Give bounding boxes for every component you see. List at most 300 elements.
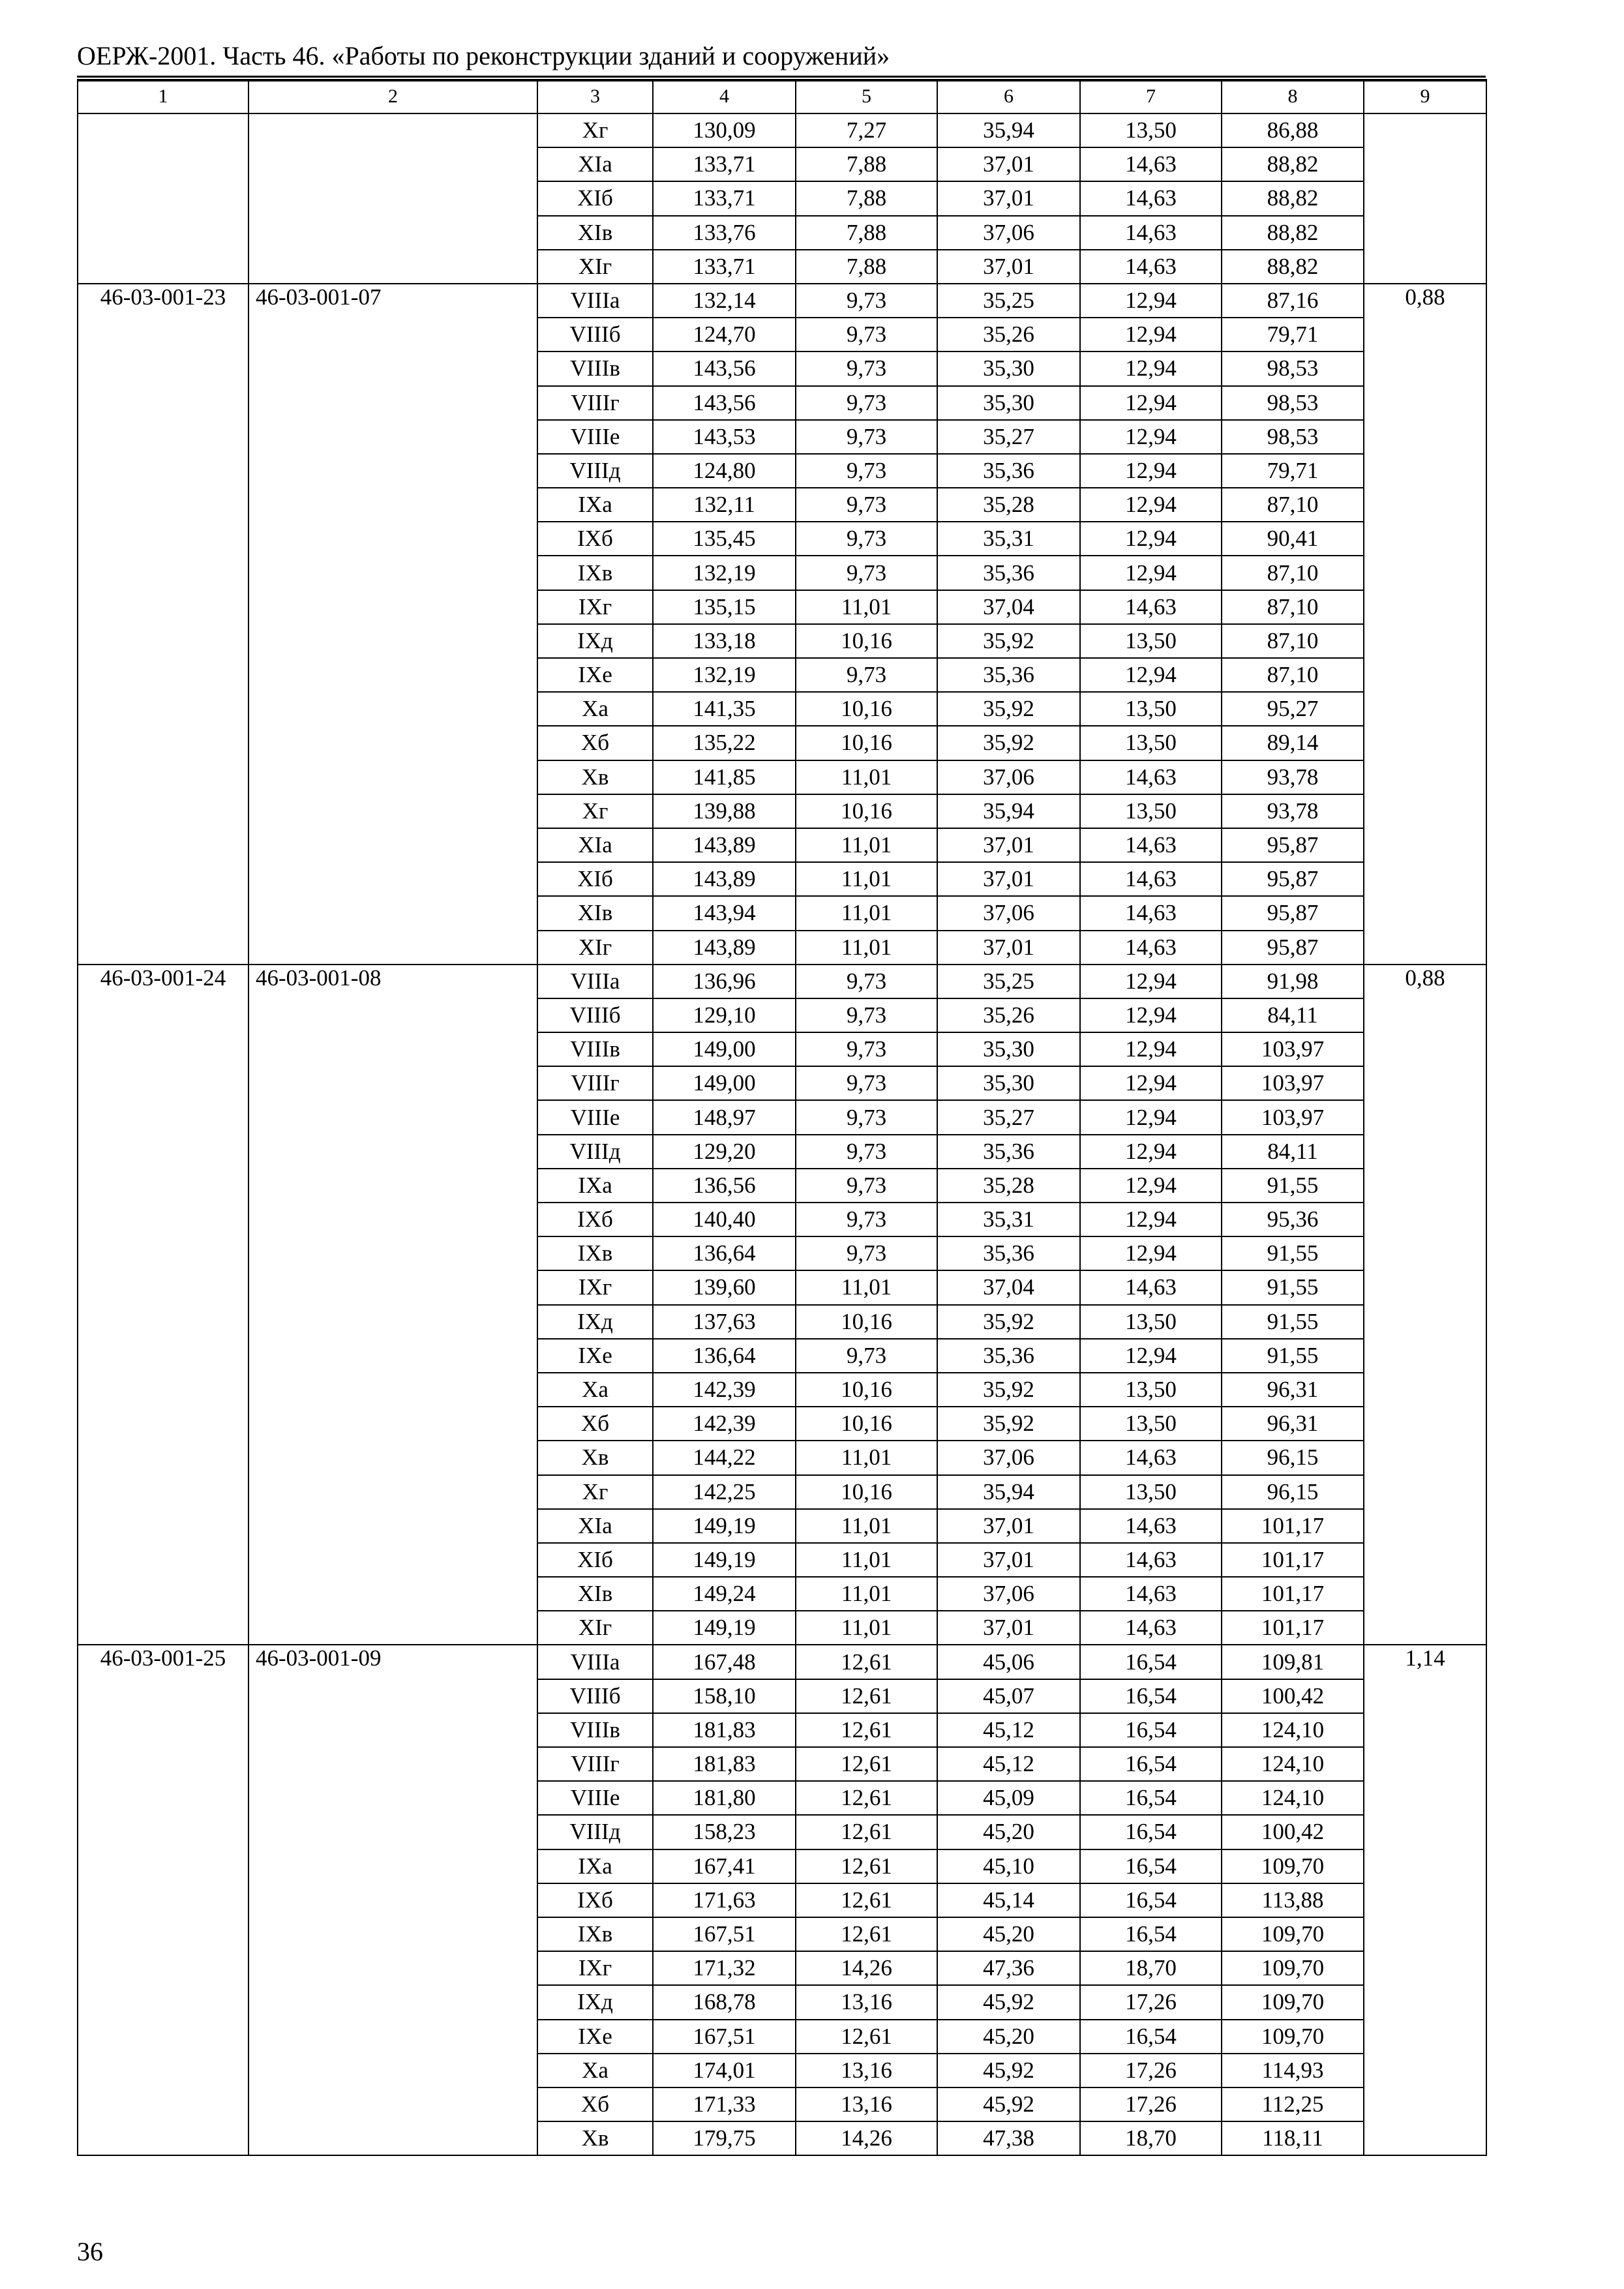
value-cell: 16,54 [1080,1747,1222,1781]
table-row [78,1645,1486,1679]
category-cell: VIIIб [537,1679,653,1713]
value-cell: 181,83 [653,1713,796,1747]
value-cell: 12,94 [1080,1032,1222,1066]
value-cell: 13,50 [1080,1475,1222,1509]
value-cell: 86,88 [1222,113,1364,147]
category-cell: VIIIа [537,1645,653,1679]
value-cell: 37,01 [937,931,1080,965]
value-cell: 10,16 [796,1475,937,1509]
category-cell: VIIIе [537,1100,653,1134]
value-cell: 132,14 [653,284,796,318]
value-cell: 35,92 [937,624,1080,658]
value-cell: 35,92 [937,1305,1080,1339]
category-cell: VIIIв [537,1032,653,1066]
value-cell: 12,61 [796,1815,937,1849]
value-cell: 109,70 [1222,1951,1364,1985]
value-cell: 133,18 [653,624,796,658]
value-cell: 16,54 [1080,1917,1222,1951]
value-cell: 129,10 [653,998,796,1032]
value-cell: 98,53 [1222,386,1364,420]
value-cell: 37,01 [937,181,1080,215]
value-cell: 12,94 [1080,998,1222,1032]
value-cell: 91,55 [1222,1236,1364,1270]
value-cell: 12,61 [796,1781,937,1815]
value-cell: 13,50 [1080,1373,1222,1407]
value-cell: 17,26 [1080,1985,1222,2019]
value-cell: 9,73 [796,420,937,454]
value-cell: 95,87 [1222,931,1364,965]
value-cell: 171,63 [653,1883,796,1917]
value-cell: 16,54 [1080,1781,1222,1815]
value-cell: 7,88 [796,147,937,181]
value-cell: 149,00 [653,1032,796,1066]
value-cell: 109,70 [1222,2020,1364,2054]
value-cell: 79,71 [1222,454,1364,488]
value-cell: 88,82 [1222,181,1364,215]
value-cell: 35,27 [937,420,1080,454]
table-row [78,284,1486,318]
value-cell: 124,10 [1222,1747,1364,1781]
value-cell: 95,87 [1222,896,1364,930]
value-cell: 12,94 [1080,318,1222,352]
value-cell: 37,06 [937,760,1080,794]
value-cell: 10,16 [796,1407,937,1441]
column-number: 2 [248,80,537,113]
value-cell: 14,63 [1080,1611,1222,1645]
value-cell: 136,64 [653,1236,796,1270]
value-cell: 89,14 [1222,726,1364,760]
value-cell: 142,39 [653,1407,796,1441]
value-cell: 148,97 [653,1100,796,1134]
table-row [78,965,1486,998]
value-cell: 149,19 [653,1611,796,1645]
value-cell: 12,94 [1080,1066,1222,1100]
value-cell: 101,17 [1222,1577,1364,1611]
rate-code-cell: 46-03-001-23 [78,284,248,965]
page-number: 36 [77,2237,103,2266]
value-cell: 14,63 [1080,147,1222,181]
value-cell: 109,70 [1222,1985,1364,2019]
value-cell: 132,11 [653,488,796,522]
value-cell: 47,36 [937,1951,1080,1985]
category-cell: Xг [537,794,653,828]
category-cell: IXд [537,1305,653,1339]
value-cell: 143,56 [653,352,796,385]
value-cell: 35,94 [937,794,1080,828]
category-cell: Xа [537,692,653,726]
category-cell: IXа [537,1169,653,1203]
category-cell: IXб [537,1203,653,1236]
value-cell: 35,25 [937,284,1080,318]
coefficient-cell: 0,88 [1364,284,1486,965]
value-cell: 13,50 [1080,692,1222,726]
value-cell: 143,94 [653,896,796,930]
value-cell: 109,70 [1222,1917,1364,1951]
value-cell: 16,54 [1080,1645,1222,1679]
value-cell: 174,01 [653,2054,796,2087]
value-cell: 135,22 [653,726,796,760]
value-cell: 11,01 [796,828,937,862]
value-cell: 45,12 [937,1747,1080,1781]
value-cell: 37,01 [937,1543,1080,1577]
value-cell: 35,30 [937,352,1080,385]
value-cell: 12,94 [1080,522,1222,556]
value-cell: 137,63 [653,1305,796,1339]
value-cell: 14,63 [1080,760,1222,794]
value-cell: 149,19 [653,1509,796,1543]
value-cell: 9,73 [796,284,937,318]
value-cell: 10,16 [796,692,937,726]
value-cell: 95,87 [1222,862,1364,896]
value-cell: 10,16 [796,1305,937,1339]
value-cell: 103,97 [1222,1100,1364,1134]
category-cell: IXв [537,1236,653,1270]
value-cell: 12,94 [1080,658,1222,692]
value-cell: 47,38 [937,2121,1080,2155]
value-cell: 10,16 [796,726,937,760]
value-cell: 12,94 [1080,1169,1222,1203]
category-cell: Xв [537,760,653,794]
value-cell: 91,55 [1222,1270,1364,1304]
value-cell: 37,01 [937,250,1080,284]
value-cell: 35,30 [937,1032,1080,1066]
header-rule [77,76,1486,78]
coefficient-cell: 0,88 [1364,965,1486,1645]
value-cell: 132,19 [653,556,796,590]
value-cell: 12,94 [1080,965,1222,998]
value-cell: 9,73 [796,556,937,590]
value-cell: 133,71 [653,147,796,181]
value-cell: 35,27 [937,1100,1080,1134]
value-cell: 95,87 [1222,828,1364,862]
value-cell: 9,73 [796,352,937,385]
value-cell: 11,01 [796,1577,937,1611]
value-cell: 16,54 [1080,1849,1222,1883]
value-cell: 98,53 [1222,420,1364,454]
category-cell: VIIIе [537,1781,653,1815]
value-cell: 135,15 [653,590,796,624]
value-cell: 12,94 [1080,1135,1222,1169]
value-cell: 79,71 [1222,318,1364,352]
value-cell: 13,50 [1080,1305,1222,1339]
value-cell: 9,73 [796,318,937,352]
value-cell: 87,10 [1222,488,1364,522]
category-cell: VIIIг [537,386,653,420]
value-cell: 101,17 [1222,1509,1364,1543]
category-cell: VIIIа [537,965,653,998]
value-cell: 167,51 [653,2020,796,2054]
value-cell: 139,60 [653,1270,796,1304]
value-cell: 140,40 [653,1203,796,1236]
value-cell: 16,54 [1080,1883,1222,1917]
value-cell: 12,61 [796,2020,937,2054]
value-cell: 167,48 [653,1645,796,1679]
value-cell: 149,00 [653,1066,796,1100]
value-cell: 141,35 [653,692,796,726]
category-cell: IXб [537,522,653,556]
value-cell: 9,73 [796,1032,937,1066]
value-cell: 17,26 [1080,2087,1222,2121]
value-cell: 16,54 [1080,1713,1222,1747]
value-cell: 14,63 [1080,931,1222,965]
value-cell: 9,73 [796,488,937,522]
value-cell: 143,53 [653,420,796,454]
value-cell: 96,15 [1222,1475,1364,1509]
rate-code-cell [78,113,248,284]
value-cell: 87,10 [1222,590,1364,624]
value-cell: 37,01 [937,147,1080,181]
value-cell: 45,92 [937,1985,1080,2019]
value-cell: 9,73 [796,965,937,998]
value-cell: 12,61 [796,1883,937,1917]
value-cell: 9,73 [796,1203,937,1236]
value-cell: 88,82 [1222,147,1364,181]
category-cell: XIв [537,896,653,930]
value-cell: 13,50 [1080,113,1222,147]
value-cell: 179,75 [653,2121,796,2155]
value-cell: 168,78 [653,1985,796,2019]
value-cell: 114,93 [1222,2054,1364,2087]
value-cell: 124,70 [653,318,796,352]
value-cell: 167,41 [653,1849,796,1883]
value-cell: 13,50 [1080,794,1222,828]
column-number: 8 [1222,80,1364,113]
category-cell: IXв [537,1917,653,1951]
value-cell: 14,63 [1080,1441,1222,1474]
value-cell: 91,55 [1222,1305,1364,1339]
value-cell: 93,78 [1222,760,1364,794]
rate-code-cell: 46-03-001-24 [78,965,248,1645]
category-cell: XIг [537,1611,653,1645]
column-number: 4 [653,80,796,113]
value-cell: 12,61 [796,1679,937,1713]
category-cell: VIIIе [537,420,653,454]
value-cell: 109,81 [1222,1645,1364,1679]
value-cell: 98,53 [1222,352,1364,385]
category-cell: XIб [537,181,653,215]
value-cell: 181,83 [653,1747,796,1781]
value-cell: 9,73 [796,1100,937,1134]
value-cell: 14,63 [1080,862,1222,896]
value-cell: 88,82 [1222,250,1364,284]
value-cell: 37,04 [937,590,1080,624]
value-cell: 87,10 [1222,658,1364,692]
value-cell: 149,19 [653,1543,796,1577]
value-cell: 37,06 [937,896,1080,930]
value-cell: 35,94 [937,1475,1080,1509]
value-cell: 45,20 [937,2020,1080,2054]
value-cell: 142,25 [653,1475,796,1509]
value-cell: 149,24 [653,1577,796,1611]
category-cell: VIIIб [537,318,653,352]
value-cell: 12,61 [796,1747,937,1781]
value-cell: 14,63 [1080,1270,1222,1304]
column-number: 6 [937,80,1080,113]
column-number: 3 [537,80,653,113]
value-cell: 12,61 [796,1713,937,1747]
value-cell: 11,01 [796,1611,937,1645]
category-cell: IXе [537,658,653,692]
value-cell: 37,01 [937,828,1080,862]
value-cell: 9,73 [796,658,937,692]
value-cell: 10,16 [796,624,937,658]
category-cell: IXд [537,624,653,658]
value-cell: 14,63 [1080,1543,1222,1577]
value-cell: 13,16 [796,2054,937,2087]
category-cell: VIIIд [537,454,653,488]
norms-table [77,79,1487,2156]
value-cell: 45,06 [937,1645,1080,1679]
value-cell: 142,39 [653,1373,796,1407]
value-cell: 45,20 [937,1815,1080,1849]
value-cell: 103,97 [1222,1066,1364,1100]
value-cell: 11,01 [796,1509,937,1543]
category-cell: VIIIд [537,1135,653,1169]
value-cell: 9,73 [796,522,937,556]
category-cell: IXа [537,1849,653,1883]
value-cell: 14,26 [796,2121,937,2155]
category-cell: VIIIв [537,352,653,385]
value-cell: 35,92 [937,692,1080,726]
value-cell: 16,54 [1080,1679,1222,1713]
value-cell: 143,89 [653,862,796,896]
value-cell: 37,04 [937,1270,1080,1304]
value-cell: 14,63 [1080,896,1222,930]
value-cell: 37,06 [937,1441,1080,1474]
category-cell: Xв [537,2121,653,2155]
value-cell: 12,94 [1080,420,1222,454]
value-cell: 112,25 [1222,2087,1364,2121]
value-cell: 9,73 [796,1135,937,1169]
value-cell: 35,94 [937,113,1080,147]
category-cell: IXг [537,1951,653,1985]
value-cell: 35,28 [937,1169,1080,1203]
category-cell: XIб [537,1543,653,1577]
value-cell: 35,26 [937,318,1080,352]
category-cell: IXг [537,1270,653,1304]
category-cell: VIIIа [537,284,653,318]
value-cell: 100,42 [1222,1815,1364,1849]
value-cell: 96,31 [1222,1373,1364,1407]
reference-code-cell [248,113,537,284]
value-cell: 7,27 [796,113,937,147]
value-cell: 12,94 [1080,1236,1222,1270]
value-cell: 91,55 [1222,1339,1364,1373]
value-cell: 84,11 [1222,998,1364,1032]
value-cell: 13,50 [1080,624,1222,658]
column-number: 7 [1080,80,1222,113]
value-cell: 143,89 [653,828,796,862]
value-cell: 113,88 [1222,1883,1364,1917]
value-cell: 7,88 [796,250,937,284]
category-cell: VIIIв [537,1713,653,1747]
value-cell: 9,73 [796,1236,937,1270]
value-cell: 95,27 [1222,692,1364,726]
rate-code-cell: 46-03-001-25 [78,1645,248,2155]
value-cell: 12,94 [1080,488,1222,522]
value-cell: 35,31 [937,1203,1080,1236]
value-cell: 87,16 [1222,284,1364,318]
category-cell: VIIIг [537,1747,653,1781]
value-cell: 35,26 [937,998,1080,1032]
value-cell: 45,92 [937,2087,1080,2121]
value-cell: 14,63 [1080,590,1222,624]
value-cell: 35,36 [937,1135,1080,1169]
value-cell: 103,97 [1222,1032,1364,1066]
value-cell: 96,15 [1222,1441,1364,1474]
value-cell: 13,16 [796,2087,937,2121]
category-cell: IXг [537,590,653,624]
value-cell: 101,17 [1222,1543,1364,1577]
value-cell: 93,78 [1222,794,1364,828]
value-cell: 12,94 [1080,556,1222,590]
value-cell: 14,63 [1080,181,1222,215]
category-cell: XIг [537,931,653,965]
value-cell: 14,26 [796,1951,937,1985]
category-cell: Xг [537,1475,653,1509]
value-cell: 35,36 [937,556,1080,590]
table-row [78,113,1486,147]
value-cell: 158,10 [653,1679,796,1713]
value-cell: 37,06 [937,1577,1080,1611]
value-cell: 45,09 [937,1781,1080,1815]
value-cell: 171,33 [653,2087,796,2121]
value-cell: 35,92 [937,1373,1080,1407]
coefficient-cell: 1,14 [1364,1645,1486,2155]
category-cell: XIа [537,147,653,181]
category-cell: IXе [537,1339,653,1373]
value-cell: 95,36 [1222,1203,1364,1236]
category-cell: Xа [537,1373,653,1407]
category-cell: Xг [537,113,653,147]
value-cell: 136,64 [653,1339,796,1373]
value-cell: 13,16 [796,1985,937,2019]
category-cell: IXе [537,2020,653,2054]
category-cell: XIа [537,1509,653,1543]
value-cell: 9,73 [796,998,937,1032]
value-cell: 35,92 [937,1407,1080,1441]
value-cell: 87,10 [1222,624,1364,658]
value-cell: 45,92 [937,2054,1080,2087]
value-cell: 9,73 [796,1339,937,1373]
value-cell: 45,10 [937,1849,1080,1883]
value-cell: 130,09 [653,113,796,147]
value-cell: 124,10 [1222,1713,1364,1747]
value-cell: 136,56 [653,1169,796,1203]
value-cell: 91,55 [1222,1169,1364,1203]
value-cell: 143,56 [653,386,796,420]
category-cell: Xв [537,1441,653,1474]
category-cell: XIб [537,862,653,896]
value-cell: 133,71 [653,181,796,215]
value-cell: 11,01 [796,862,937,896]
value-cell: 11,01 [796,1270,937,1304]
category-cell: IXд [537,1985,653,2019]
value-cell: 13,50 [1080,1407,1222,1441]
value-cell: 9,73 [796,454,937,488]
value-cell: 17,26 [1080,2054,1222,2087]
category-cell: Xб [537,2087,653,2121]
value-cell: 13,50 [1080,726,1222,760]
category-cell: VIIIг [537,1066,653,1100]
value-cell: 12,94 [1080,352,1222,385]
value-cell: 143,89 [653,931,796,965]
column-number: 9 [1364,80,1486,113]
value-cell: 133,71 [653,250,796,284]
column-number: 1 [78,80,248,113]
value-cell: 9,73 [796,1066,937,1100]
value-cell: 45,14 [937,1883,1080,1917]
